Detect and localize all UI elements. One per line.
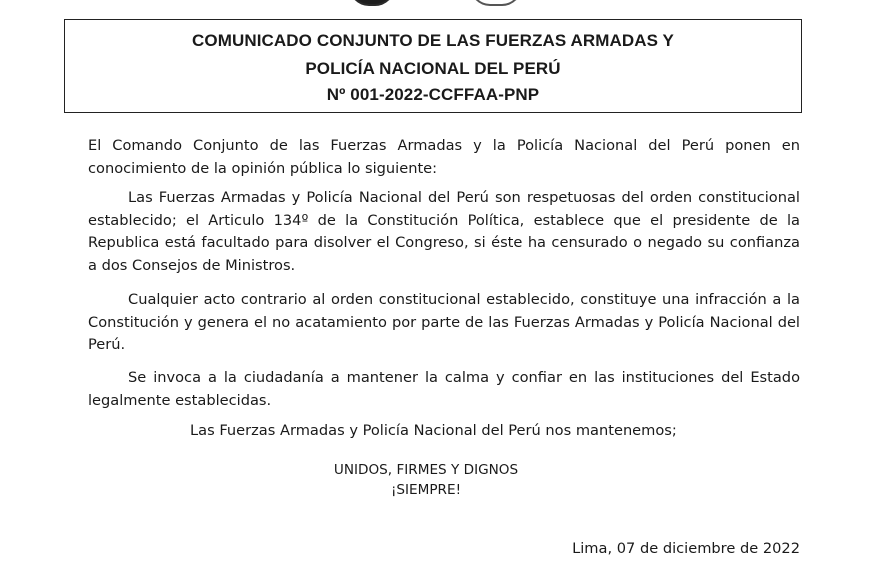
paragraph-call-for-calm: Se invoca a la ciudadanía a mantener la calma y confiar en las instituciones del Estado legalmente establecidas. bbox=[88, 369, 800, 409]
title-box bbox=[64, 19, 802, 113]
motto-line-1: UNIDOS, FIRMES Y DIGNOS bbox=[333, 462, 519, 478]
institutional-seal-left bbox=[349, 0, 395, 6]
document-number: Nº 001-2022-CCFFAA-PNP bbox=[326, 85, 540, 104]
closing-statement: Las Fuerzas Armadas y Policía Nacional del Perú nos mantenemos; bbox=[190, 422, 677, 439]
place-and-date: Lima, 07 de diciembre de 2022 bbox=[572, 540, 800, 557]
motto-line-2: ¡SIEMPRE! bbox=[390, 482, 462, 498]
paragraph-constitutional-order: Las Fuerzas Armadas y Policía Nacional del Perú son respetuosas del orden constitucional establecido; el Articulo 134º de la Constitución Política, establece que el presidente de la Republica está facultado para disolver el Congreso, si éste ha censurado o negado su confianza a dos Consejos de Ministros. bbox=[88, 189, 800, 274]
title-line-1: COMUNICADO CONJUNTO DE LAS FUERZAS ARMADAS Y bbox=[192, 31, 674, 50]
intro-paragraph: El Comando Conjunto de las Fuerzas Armadas y la Policía Nacional del Perú ponen en conocimiento de la opinión pública lo siguiente: bbox=[88, 137, 800, 177]
institutional-seal-right bbox=[470, 0, 522, 6]
paragraph-non-compliance: Cualquier acto contrario al orden constitucional establecido, constituye una infracción a la Constitución y genera el no acatamiento por parte de las Fuerzas Armadas y Policía Nacional del Perú. bbox=[88, 291, 800, 353]
title-line-2: POLICÍA NACIONAL DEL PERÚ bbox=[305, 59, 561, 78]
